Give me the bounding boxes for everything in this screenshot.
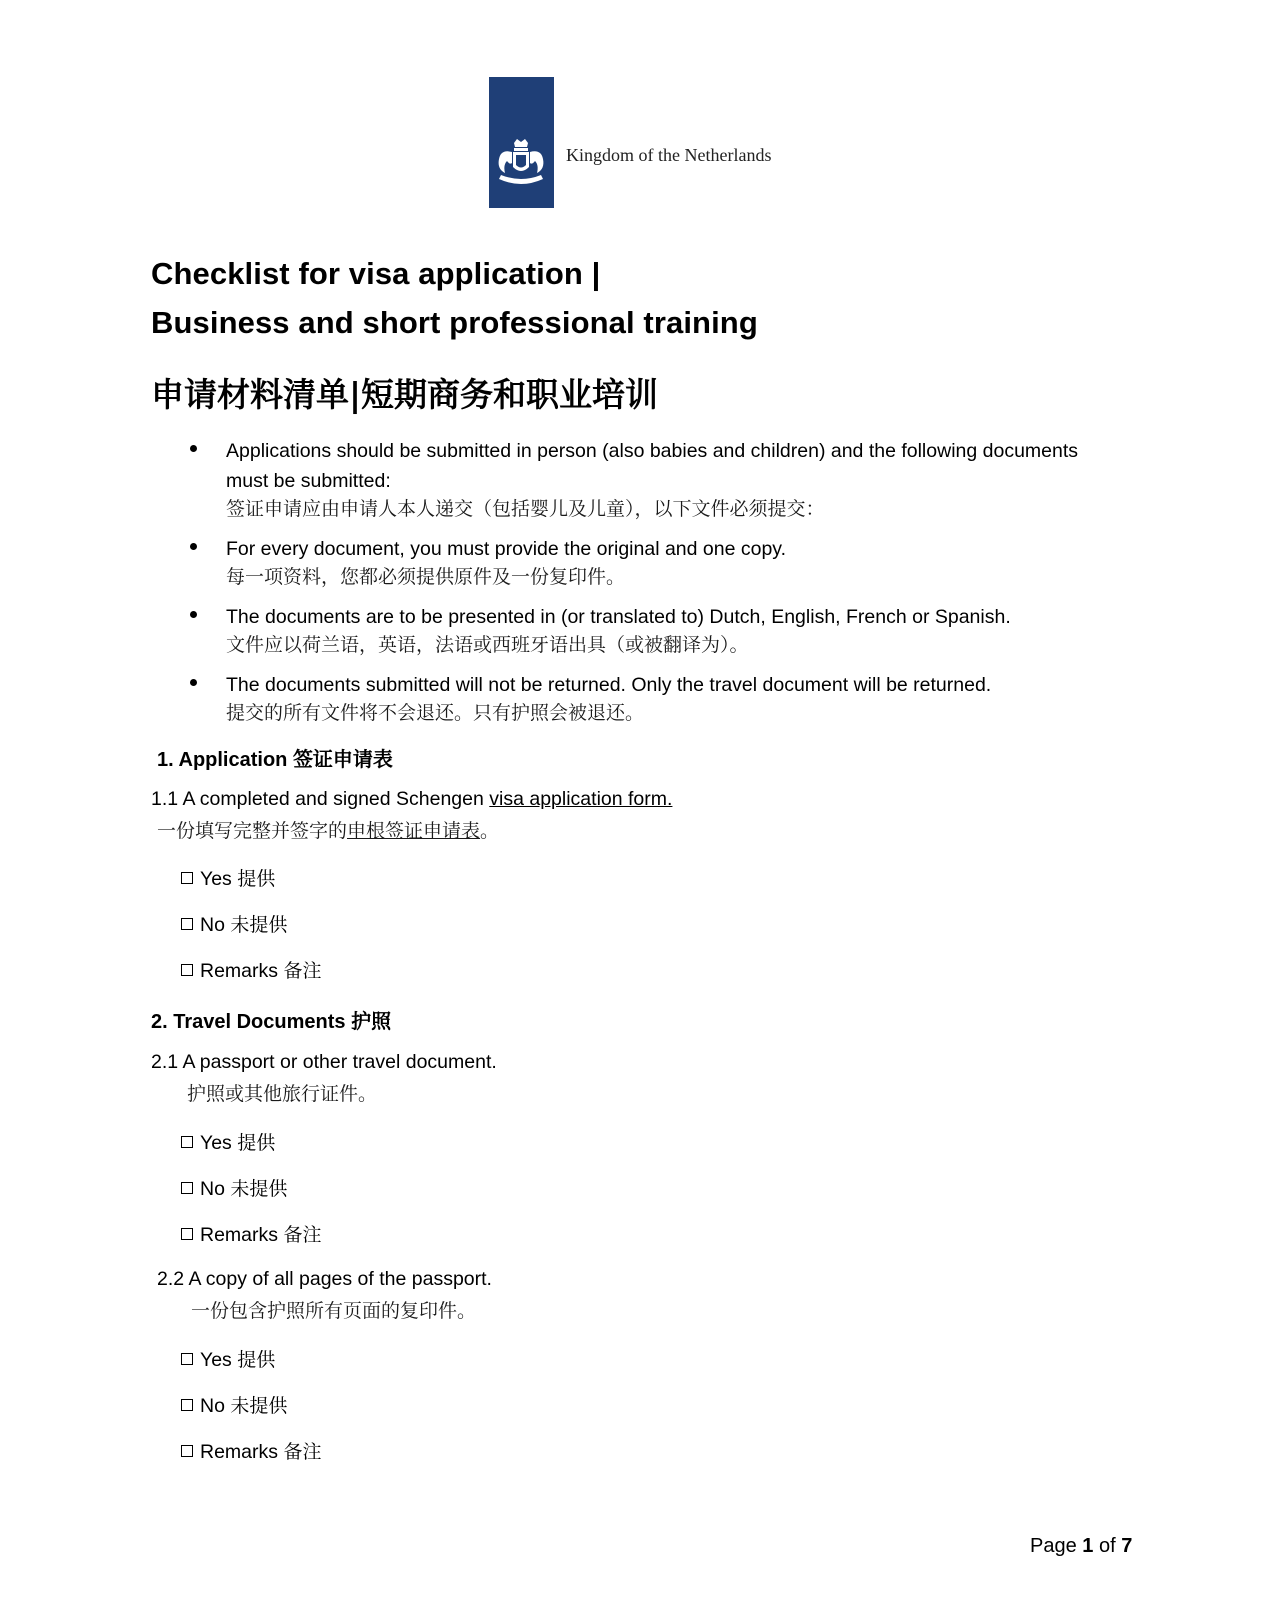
option-no-1-1[interactable] (181, 910, 287, 937)
item-2-1-text-cn: 护照或其他旅行证件。 (187, 1083, 378, 1105)
bullet-text-cn: 提交的所有文件将不会退还。只有护照会被退还。 (226, 702, 645, 724)
option-label-en: No (200, 914, 225, 936)
item-1-1-cn-suffix: 。 (480, 820, 500, 842)
bullet-dot-icon (190, 611, 197, 618)
checkbox-icon[interactable] (181, 1228, 193, 1240)
list-item (190, 602, 1110, 658)
checkbox-icon[interactable] (181, 1399, 193, 1411)
option-label-cn: 未提供 (230, 1395, 288, 1417)
page-number (1030, 1535, 1132, 1558)
item-2-1-text-en: 2.1 A passport or other travel document. (151, 1051, 497, 1073)
option-label-en: No (200, 1178, 225, 1200)
page-title-line2: Business and short professional training (151, 305, 758, 340)
option-label-cn: 未提供 (230, 914, 288, 936)
checkbox-icon[interactable] (181, 1445, 193, 1457)
bullet-text-en: For every document, you must provide the original and one copy. (226, 538, 787, 560)
option-label-en: Remarks (200, 960, 279, 982)
option-yes-1-1[interactable] (181, 864, 275, 891)
checkbox-icon[interactable] (181, 872, 193, 884)
list-item (190, 534, 1110, 590)
page-title-chinese: 申请材料清单|短期商务和职业培训 (151, 375, 659, 414)
bullet-dot-icon (190, 445, 197, 452)
option-label-cn: 备注 (283, 960, 322, 982)
option-label-cn: 备注 (283, 1441, 322, 1463)
option-label-cn: 提供 (237, 1132, 276, 1154)
list-item (190, 670, 1110, 726)
option-label-en: Remarks (200, 1441, 279, 1463)
page-current: 1 (1082, 1535, 1094, 1557)
item-1-1-text-en (151, 788, 672, 811)
bullet-text-en: Applications should be submitted in person (also babies and children) and the following documents must be submitted: (226, 440, 1079, 492)
item-2-2-text-en: 2.2 A copy of all pages of the passport. (157, 1268, 492, 1290)
option-yes-2-2[interactable] (181, 1345, 275, 1372)
page-of: of (1098, 1535, 1116, 1557)
checkbox-icon[interactable] (181, 964, 193, 976)
schengen-form-link-cn[interactable]: 申根签证申请表 (347, 820, 481, 842)
bullet-dot-icon (190, 543, 197, 550)
option-label-en: Remarks (200, 1224, 279, 1246)
option-yes-2-1[interactable] (181, 1128, 275, 1155)
bullet-text-en: The documents submitted will not be returned. Only the travel document will be returned. (226, 674, 992, 696)
option-label-cn: 提供 (237, 868, 276, 890)
kingdom-logo-text: Kingdom of the Netherlands (566, 145, 772, 165)
checkbox-icon[interactable] (181, 918, 193, 930)
page-prefix: Page (1030, 1535, 1077, 1557)
section-heading-application: 1. Application 签证申请表 (157, 749, 393, 771)
option-label-en: Yes (200, 1132, 232, 1154)
option-remarks-1-1[interactable] (181, 956, 321, 983)
section-heading-travel-documents: 2. Travel Documents 护照 (151, 1011, 392, 1033)
page-total: 7 (1121, 1535, 1133, 1557)
page-title-line1: Checklist for visa application | (151, 256, 601, 291)
checkbox-icon[interactable] (181, 1182, 193, 1194)
option-no-2-1[interactable] (181, 1174, 287, 1201)
option-label-en: Yes (200, 868, 232, 890)
bullet-text-en: The documents are to be presented in (or translated to) Dutch, English, French or Spanish. (226, 606, 1011, 628)
option-no-2-2[interactable] (181, 1391, 287, 1418)
bullet-text-cn: 每一项资料，您都必须提供原件及一份复印件。 (226, 566, 626, 588)
bullet-text-cn: 文件应以荷兰语，英语，法语或西班牙语出具（或被翻译为）。 (226, 634, 749, 656)
option-label-cn: 备注 (283, 1224, 322, 1246)
visa-application-form-link[interactable]: visa application form. (489, 788, 673, 810)
option-label-cn: 提供 (237, 1349, 276, 1371)
royal-coat-of-arms-icon (493, 137, 550, 191)
checkbox-icon[interactable] (181, 1353, 193, 1365)
option-label-cn: 未提供 (230, 1178, 288, 1200)
item-1-1-text-cn (157, 816, 499, 843)
bullet-dot-icon (190, 679, 197, 686)
item-1-1-prefix: 1.1 A completed and signed Schengen (151, 788, 490, 810)
option-remarks-2-1[interactable] (181, 1220, 321, 1247)
item-2-2-text-cn: 一份包含护照所有页面的复印件。 (191, 1300, 477, 1322)
list-item (190, 436, 1110, 522)
option-label-en: No (200, 1395, 225, 1417)
bullet-text-cn: 签证申请应由申请人本人递交（包括婴儿及儿童），以下文件必须提交： (226, 498, 825, 520)
checkbox-icon[interactable] (181, 1136, 193, 1148)
item-1-1-cn-prefix: 一份填写完整并签字的 (157, 820, 348, 842)
option-label-en: Yes (200, 1349, 232, 1371)
intro-bullet-list (190, 436, 1110, 738)
netherlands-logo-bar (489, 77, 554, 208)
option-remarks-2-2[interactable] (181, 1437, 321, 1464)
